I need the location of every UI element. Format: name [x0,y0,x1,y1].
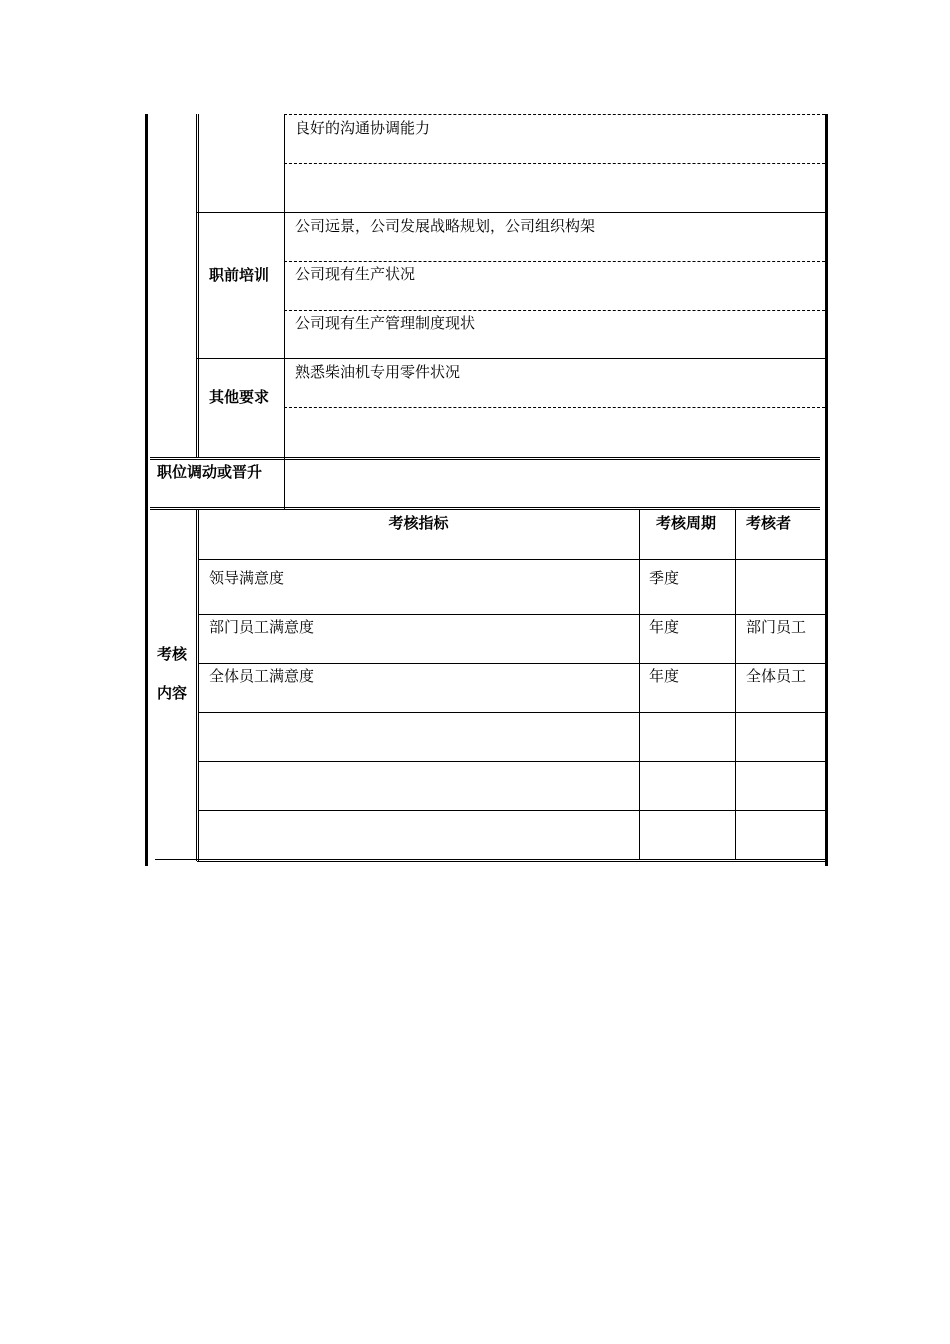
label-column-divider [196,114,199,458]
assessment-label-line1: 考核 [157,645,188,663]
row-divider [198,614,825,615]
row-divider-dashed [284,261,825,262]
header-indicator: 考核指标 [388,514,449,532]
row-divider-dashed [284,163,825,164]
header-period: 考核周期 [656,514,717,532]
pre-job-training-label: 职前培训 [209,266,270,284]
row-divider-dashed [284,407,825,408]
row-divider-dashed [284,310,825,311]
transfer-label: 职位调动或晋升 [157,463,263,481]
assessment-label-divider [196,510,199,861]
table-right-border [825,114,828,866]
indicator-cell: 领导满意度 [209,569,285,587]
training-item: 公司现有生产状况 [295,265,416,283]
row-divider [198,712,825,713]
period-cell: 季度 [649,569,680,587]
table-bottom-border [197,859,828,862]
header-assessor: 考核者 [746,514,792,532]
row-divider [198,810,825,811]
training-item: 公司远景，公司发展战略规划，公司组织构架 [295,217,596,235]
row-divider [197,358,825,359]
indicator-cell: 部门员工满意度 [209,618,315,636]
assessor-cell: 全体员工 [746,667,807,685]
other-requirements-label: 其他要求 [209,388,270,406]
row-divider [197,212,825,213]
row-divider [198,761,825,762]
skill-item: 良好的沟通协调能力 [295,119,431,137]
row-divider [198,663,825,664]
content-column-divider [284,114,285,509]
period-cell: 年度 [649,667,680,685]
period-cell: 年度 [649,618,680,636]
assessor-column-divider [735,510,736,859]
assessor-cell: 部门员工 [746,618,807,636]
row-divider [198,559,825,560]
training-item: 公司现有生产管理制度现状 [295,314,476,332]
section-divider [150,507,820,510]
label-cell-bottom-border [155,859,197,860]
requirement-item: 熟悉柴油机专用零件状况 [295,363,461,381]
row-divider-dashed [284,114,825,115]
assessment-label-line2: 内容 [157,684,188,702]
table-left-border [145,114,148,866]
indicator-cell: 全体员工满意度 [209,667,315,685]
section-divider [150,457,820,460]
period-column-divider [639,510,640,859]
